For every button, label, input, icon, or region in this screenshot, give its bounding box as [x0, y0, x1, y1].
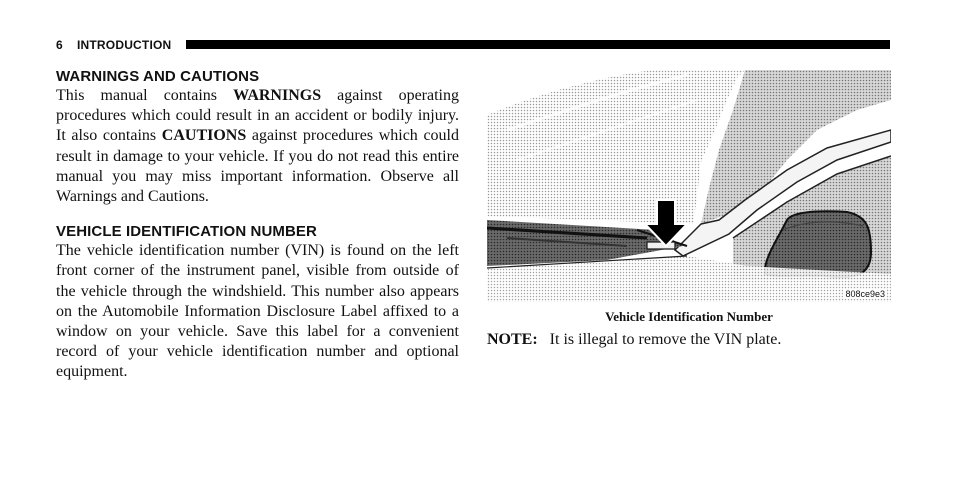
warnings-paragraph — [56, 86, 459, 207]
left-column — [56, 68, 459, 383]
warnings-text-2: against operating procedures which could result in an accident or bodily injury. It also contains — [56, 87, 460, 145]
vin-heading: VEHICLE IDENTIFICATION NUMBER — [56, 223, 317, 241]
warnings-heading: WARNINGS AND CAUTIONS — [56, 68, 260, 85]
page-number: 6 — [56, 38, 63, 52]
warnings-text-3: against procedures which could result in damage to your vehicle. If you do not read this entire manual you may miss important information. Observe all Warnings and Cautions. — [56, 127, 459, 206]
warnings-bold: WARNINGS — [233, 87, 322, 104]
note — [487, 331, 891, 349]
page-header — [56, 38, 890, 52]
figure-code: 808ce9e3 — [845, 289, 885, 299]
note-label: NOTE: — [487, 331, 538, 348]
header-rule — [186, 40, 890, 49]
vin-illustration — [487, 70, 891, 302]
cautions-bold: CAUTIONS — [161, 127, 247, 145]
vin-paragraph: The vehicle identification number (VIN) is found on the left front corner of the instrument panel, visible from outside of the vehicle through the windshield. This number also appears on the Automobile Information Disclosure Label affixed to a window on your vehicle. Save this label for a convenient record of your vehicle identification number and optional equipment. — [56, 242, 459, 381]
note-text: It is illegal to remove the VIN plate. — [549, 331, 782, 348]
figure-caption: Vehicle Identification Number — [605, 309, 773, 324]
section-title: INTRODUCTION — [77, 38, 172, 52]
warnings-text-1: This manual contains — [56, 87, 234, 104]
windshield-illustration — [487, 70, 891, 302]
